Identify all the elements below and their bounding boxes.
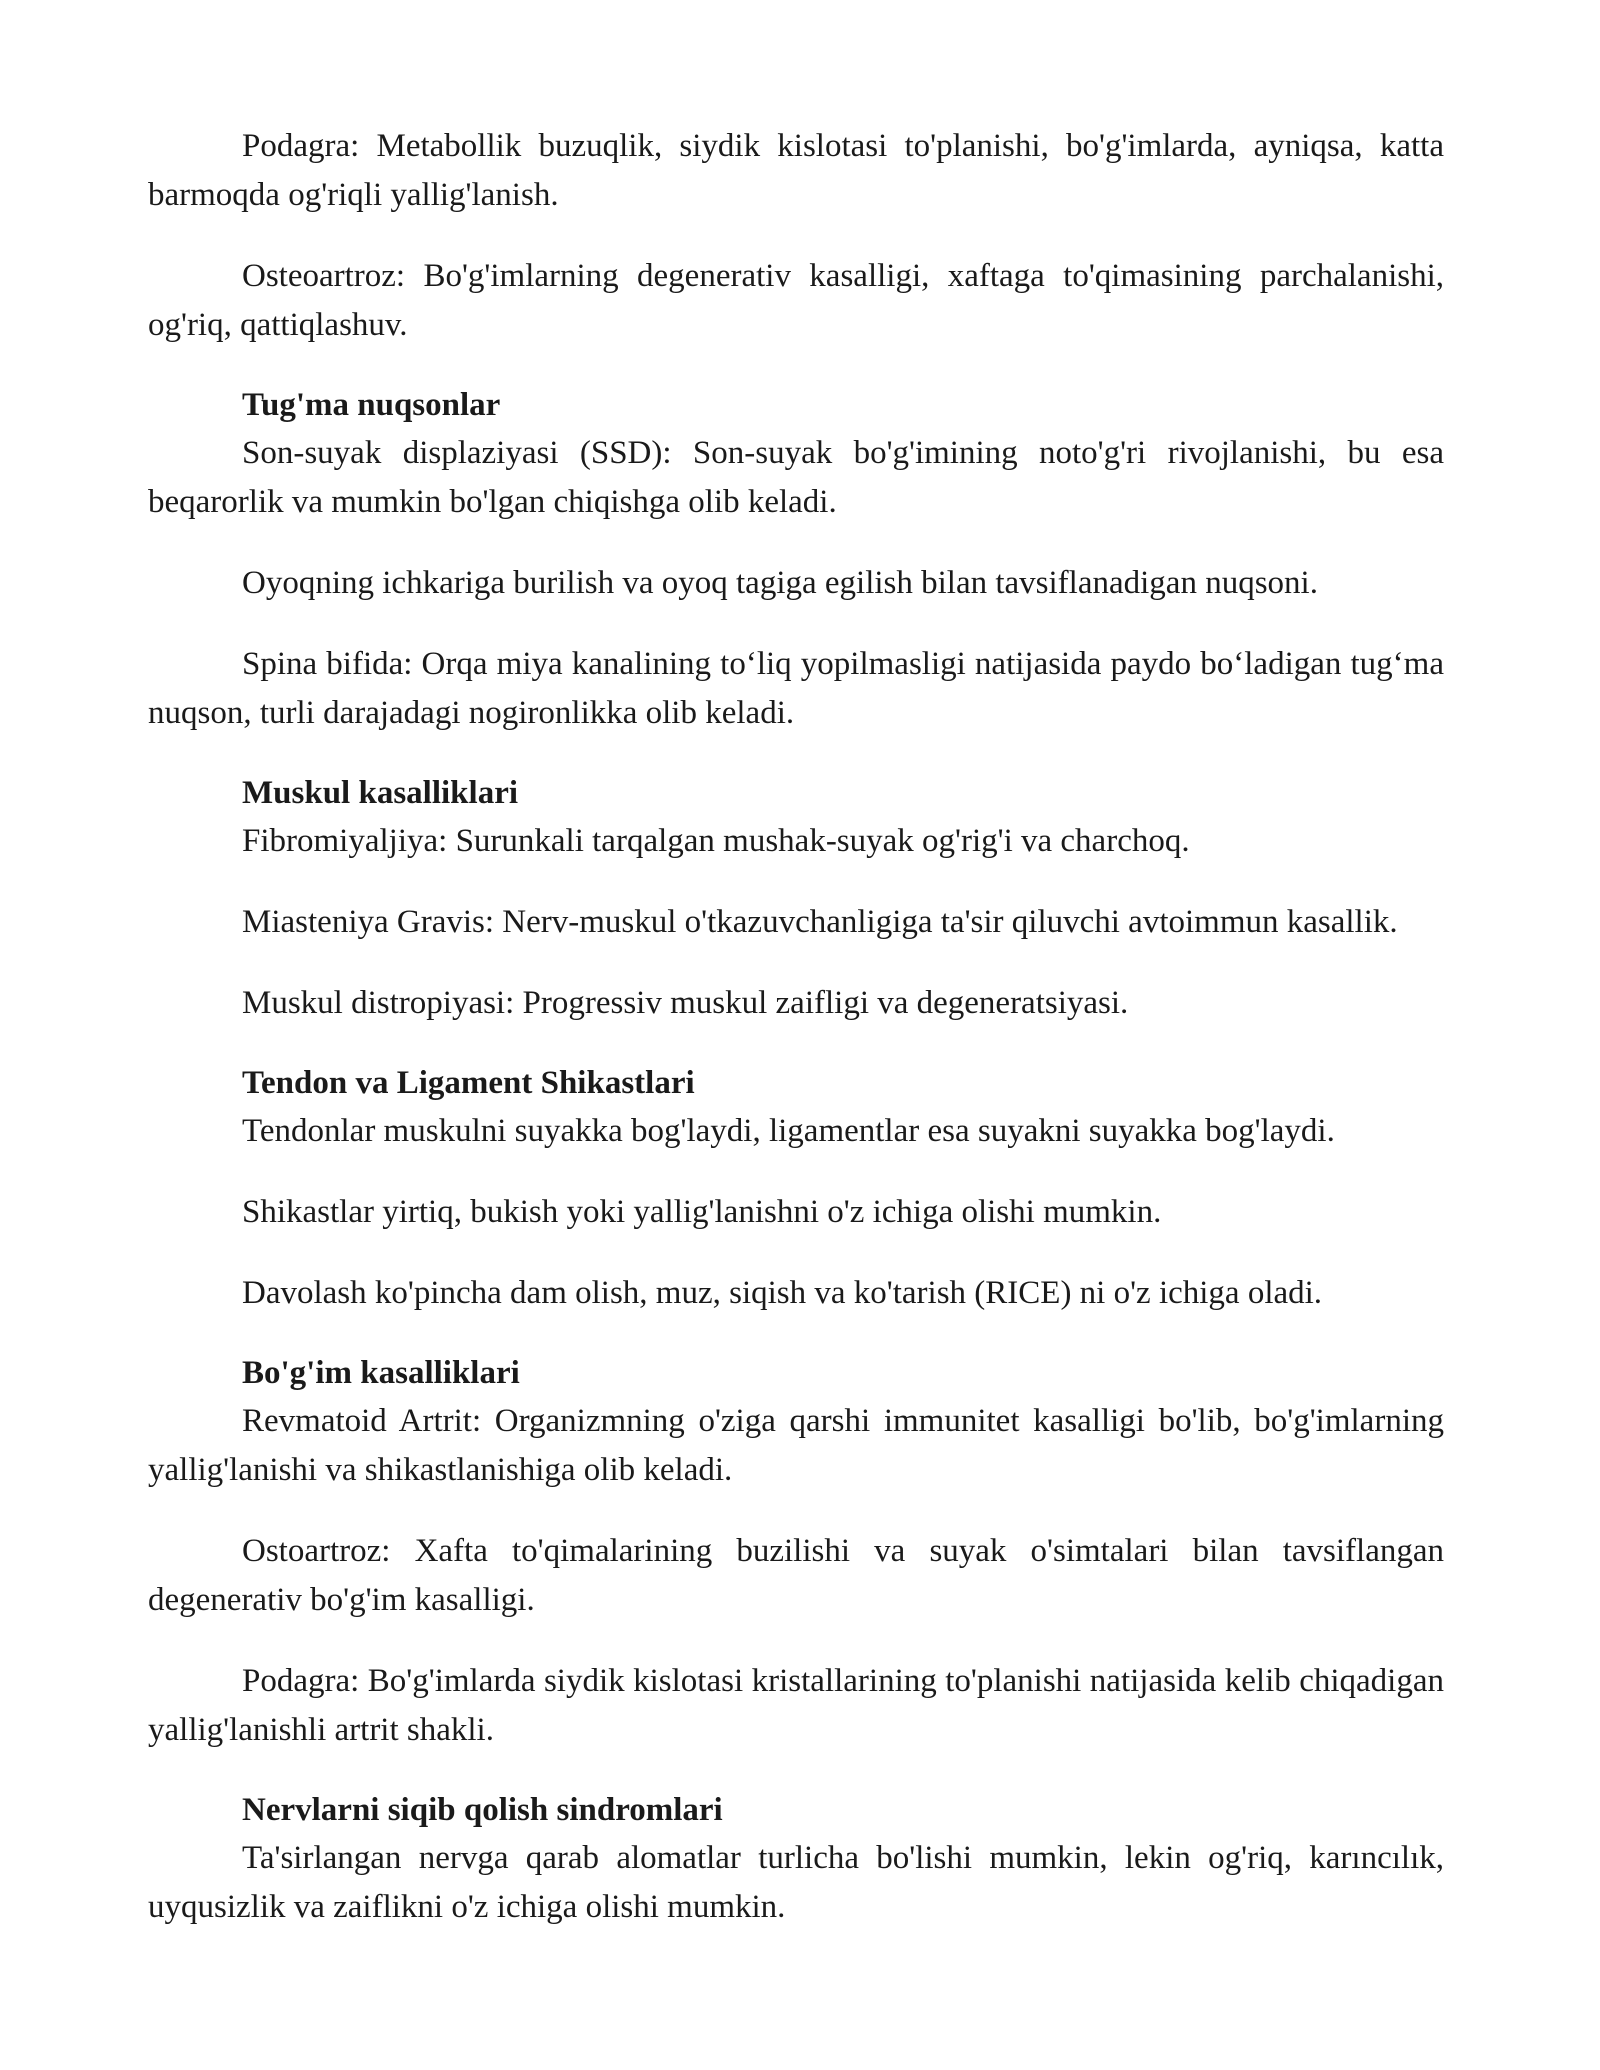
paragraph-injuries: Shikastlar yirtiq, bukish yoki yallig'lanishni o'z ichiga olishi mumkin.: [242, 1194, 1162, 1230]
paragraph-rice-treatment: Davolash ko'pincha dam olish, muz, siqish va ko'tarish (RICE) ni o'z ichiga oladi.: [242, 1275, 1323, 1311]
document-page: [148, 122, 1444, 1964]
paragraph-podagra: Podagra: Metabollik buzuqlik, siydik kislotasi to'planishi, bo'g'imlarda, ayniqsa, katta barmoqda og'riqli yallig'lanish.: [148, 128, 1444, 213]
paragraph-fibromyalgia: Fibromiyaljiya: Surunkali tarqalgan mushak-suyak og'rig'i va charchoq.: [242, 823, 1190, 859]
paragraph-spina-bifida: Spina bifida: Orqa miya kanalining to‘liq yopilmasligi natijasida paydo bo‘ladigan tug‘ma nuqson, turli darajadagi nogironlikka olib keladi.: [148, 646, 1444, 731]
section-heading-congenital-defects: Tug'ma nuqsonlar: [242, 387, 501, 423]
paragraph-rheumatoid-arthritis: Revmatoid Artrit: Organizmning o'ziga qarshi immunitet kasalligi bo'lib, bo'g'imlarning yallig'lanishi va shikastlanishiga olib keladi.: [148, 1403, 1444, 1488]
paragraph-muscular-dystrophy: Muskul distropiyasi: Progressiv muskul zaifligi va degeneratsiyasi.: [242, 985, 1129, 1021]
paragraph-hip-dysplasia: Son-suyak displaziyasi (SSD): Son-suyak bo'g'imining noto'g'ri rivojlanishi, bu esa beqarorlik va mumkin bo'lgan chiqishga olib keladi.: [148, 435, 1444, 520]
section-heading-tendon-ligament-injuries: Tendon va Ligament Shikastlari: [242, 1065, 695, 1101]
section-heading-muscle-diseases: Muskul kasalliklari: [242, 775, 519, 811]
paragraph-osteoartroz: Osteoartroz: Bo'g'imlarning degenerativ kasalligi, xaftaga to'qimasining parchalanishi, og'riq, qattiqlashuv.: [148, 258, 1444, 343]
paragraph-ostoartroz: Ostoartroz: Xafta to'qimalarining buzilishi va suyak o'simtalari bilan tavsiflangan degenerativ bo'g'im kasalligi.: [148, 1533, 1444, 1618]
paragraph-nerve-symptoms: Ta'sirlangan nervga qarab alomatlar turlicha bo'lishi mumkin, lekin og'riq, karıncılık, uyqusizlik va zaiflikni o'z ichiga olishi mumkin.: [148, 1840, 1444, 1925]
paragraph-myasthenia-gravis: Miasteniya Gravis: Nerv-muskul o'tkazuvchanligiga ta'sir qiluvchi avtoimmun kasallik.: [242, 904, 1398, 940]
section-heading-joint-diseases: Bo'g'im kasalliklari: [242, 1355, 520, 1391]
section-heading-nerve-entrapment: Nervlarni siqib qolish sindromlari: [242, 1792, 723, 1828]
paragraph-gout: Podagra: Bo'g'imlarda siydik kislotasi kristallarining to'planishi natijasida kelib chiqadigan yallig'lanishli artrit shakli.: [148, 1663, 1444, 1748]
paragraph-clubfoot: Oyoqning ichkariga burilish va oyoq tagiga egilish bilan tavsiflanadigan nuqsoni.: [242, 565, 1318, 601]
paragraph-tendons-ligaments: Tendonlar muskulni suyakka bog'laydi, ligamentlar esa suyakni suyakka bog'laydi.: [242, 1113, 1335, 1149]
